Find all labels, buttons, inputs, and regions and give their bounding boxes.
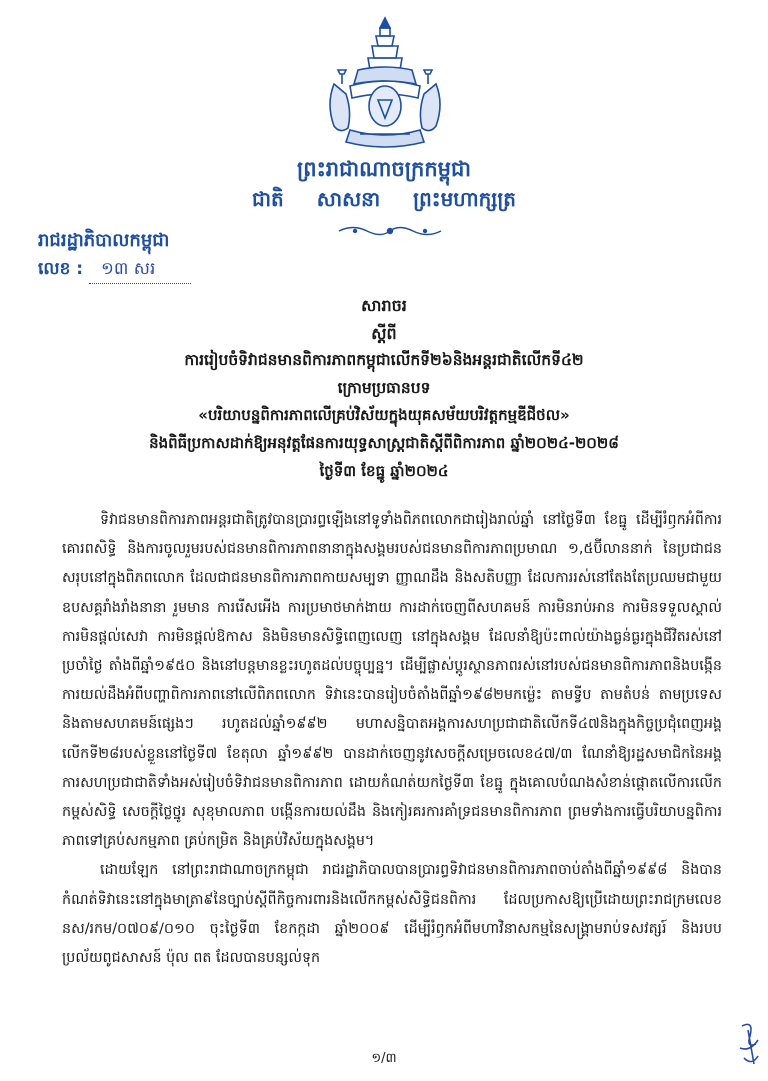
- reference-value: ១៣ សរ: [89, 258, 191, 284]
- page-number: ១/៣: [371, 1051, 397, 1066]
- body-paragraph-1: ទិវាជនមានពិការភាពអន្តរជាតិត្រូវបានប្រារព្ធឡើងនៅទូទាំងពិភពលោកជារៀងរាល់ឆ្នាំ នៅថ្ងៃទី៣ ខែធ្នូ ដើម្បីរំឭកអំពីការគោរពសិទ្ធិ និងការចូលរួមរបស់ជនមានពិការភាពនានាក្នុងសង្គមរបស់ជនមានពិការភាពប្រមាណ ១,៥ប៊ីលាននាក់ នៃប្រជាជនសរុបនៅក្នុងពិភពលោក ដែលជាជនមានពិការភាពកាយសម្បទា ញ្ញាណដឹង និងសតិបញ្ញា ដែលការរស់នៅតែងតែប្រឈមជាមួយឧបសគ្គរាំងរាំងនានា រួមមាន ការរើសអើង ការប្រមាថមាក់ងាយ ការដាក់ចេញពីសហគមន៍ ការមិនរាប់អាន ការមិនទទួលស្គាល់ ការមិនផ្តល់សេវា ការមិនផ្តល់ឱកាស និងមិនមានសិទ្ធិពេញលេញ នៅក្នុងសង្គម ដែលនាំឱ្យប៉ះពាល់យ៉ាងធ្ងន់ធ្ងរក្នុងជីវិតរស់នៅប្រចាំថ្ងៃ តាំងពីឆ្នាំ១៩៥០ និងនៅបន្តមានខ្លះរហូតដល់បច្ចុប្បន្ន។ ដើម្បីផ្លាស់ប្តូរស្ថានភាពរស់នៅរបស់ជនមានពិការភាពនិងបង្កើនការយល់ដឹងអំពីបញ្ហាពិការភាពនៅលើពិភពលោក ទិវានេះបានរៀបចំតាំងពីឆ្នាំ១៩៨២មកម្ល៉េះ តាមទ្វីប តាមតំបន់ តាមប្រទេស និងតាមសហគមន៍ផ្សេងៗ រហូតដល់ឆ្នាំ១៩៩២ មហាសន្និបាតអង្គការសហប្រជាជាតិលើកទី៤៧និងក្នុងកិច្ចប្រជុំពេញអង្គលើកទី២៨របស់ខ្លួននៅថ្ងៃទី៧ ខែតុលា ឆ្នាំ១៩៩២ បានដាក់ចេញនូវសេចក្តីសម្រេចលេខ៤៧/៣ ណែនាំឱ្យរដ្ឋសមាជិកនៃអង្គការសហប្រជាជាតិទាំងអស់រៀបចំទិវាជនមានពិការភាព ដោយកំណត់យកថ្ងៃទី៣ ខែធ្នូ ក្នុងគោលបំណងសំខាន់ផ្តោតលើការលើកកម្ពស់សិទ្ធិ សេចក្តីថ្លៃថ្នូរ សុខុមាលភាព បង្កើនការយល់ដឹង និងកៀរគរការគាំទ្រជនមានពិការភាព ព្រមទាំងការធ្វើបរិយាបន្នពិការភាពទៅគ្រប់សកម្មភាព គ្រប់កម្រិត និងគ្រប់វិស័យក្នុងសង្គម។: [62, 512, 722, 850]
- reference-label: លេខ :: [38, 259, 84, 279]
- handwritten-initial-icon: [736, 1018, 762, 1070]
- kingdom-heading: ព្រះរាជាណាចក្រកម្ពុជា: [296, 157, 471, 181]
- ornament-divider-icon: [335, 222, 445, 240]
- circular-body: [62, 506, 722, 973]
- strategic-plan-line: និងពិធីប្រកាសដាក់ឱ្យអនុវត្តផែនការយុទ្ធសាស្ត្រជាតិស្តីពីពិការភាព ឆ្នាំ២០២៤-២០២៨: [149, 434, 619, 452]
- theme-title: «បរិយាបន្នពិការភាពលើគ្រប់វិស័យក្នុងយុគសម័យបរិវត្តកម្មឌីជីថល»: [198, 406, 570, 424]
- reference-number: [38, 258, 191, 284]
- document-type: សារាចរ: [361, 296, 407, 315]
- government-label: រាជរដ្ឋាភិបាលកម្ពុជា: [38, 230, 170, 251]
- subject-line: ការរៀបចំទិវាជនមានពិការភាពកម្ពុជាលើកទី២៦និងអន្តរជាតិលើកទី៤២: [184, 351, 584, 369]
- national-motto: ជាតិ សាសនា ព្រះមហាក្សត្រ: [252, 187, 516, 211]
- body-paragraph-2: ដោយឡែក នៅព្រះរាជាណាចក្រកម្ពុជា រាជរដ្ឋាភិបាលបានប្រារព្ធទិវាជនមានពិការភាពចាប់តាំងពីឆ្នាំ១៩៩៨ និងបានកំណត់ទិវានេះនៅក្នុងមាត្រា៩នៃច្បាប់ស្តីពីកិច្ចការពារនិងលើកកម្ពស់សិទ្ធិជនពិការ ដែលប្រកាសឱ្យប្រើដោយព្រះរាជក្រមលេខ នស/រកម/០៧០៩/០១០ ចុះថ្ងៃទី៣ ខែកក្កដា ឆ្នាំ២០០៩ ដើម្បីរំឭកអំពីមហាវិនាសកម្មនៃសង្គ្រាមរាប់ទសវត្សរ៍ និងរបបប្រល័យពូជសាសន៍ ប៉ុល ពត ដែលបានបន្សល់ទុក: [62, 862, 722, 967]
- theme-label: ក្រោមប្រធានបទ: [337, 379, 431, 397]
- royal-emblem-icon: [320, 14, 450, 154]
- subject-label: ស្ដីពី: [371, 324, 397, 343]
- event-date: ថ្ងៃទី៣ ខែធ្នូ ឆ្នាំ២០២៤: [319, 462, 449, 480]
